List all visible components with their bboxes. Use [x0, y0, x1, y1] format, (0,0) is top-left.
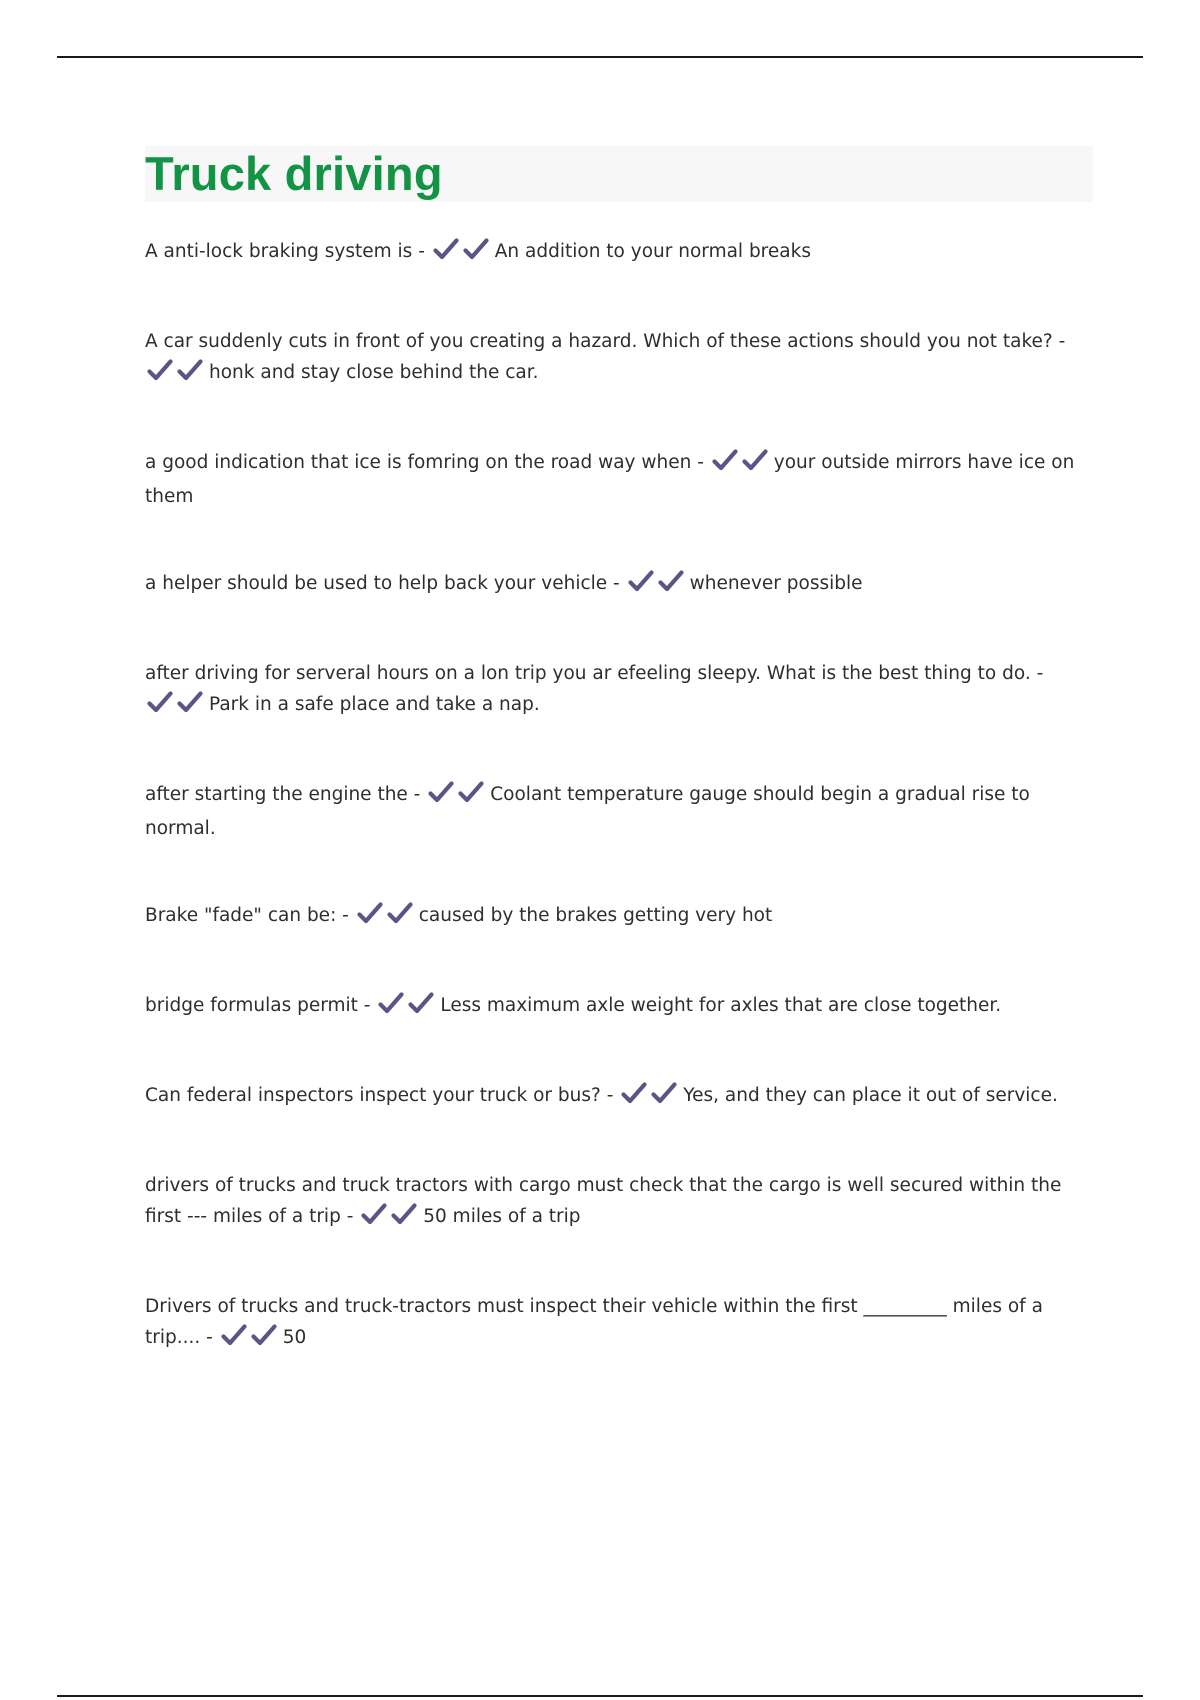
question-text: a good indication that ice is fomring on the road way when -	[145, 452, 710, 473]
double-check-mark	[621, 1082, 681, 1114]
double-check-mark	[357, 902, 417, 934]
qa-item	[145, 236, 1093, 270]
checkmark-icon	[408, 992, 434, 1014]
answer-text: 50 miles of a trip	[423, 1206, 581, 1227]
qa-item	[145, 1170, 1093, 1235]
answer-text: Yes, and they can place it out of service.	[683, 1085, 1058, 1106]
checkmark-icon	[651, 1082, 677, 1104]
checkmark-icon	[221, 1324, 247, 1346]
question-text: Drivers of trucks and truck-tractors must inspect their vehicle within the first _________ miles of a trip.... -	[145, 1296, 1043, 1348]
qa-list	[145, 236, 1093, 1356]
double-check-mark	[712, 449, 772, 481]
question-text: after starting the engine the -	[145, 784, 427, 805]
answer-text: 50	[282, 1327, 307, 1348]
double-check-mark	[433, 238, 493, 270]
qa-item	[145, 1291, 1093, 1356]
answer-text: caused by the brakes getting very hot	[418, 905, 773, 926]
qa-item	[145, 326, 1093, 391]
double-check-mark	[221, 1324, 281, 1356]
double-check-mark	[628, 570, 688, 602]
qa-item	[145, 568, 1093, 602]
double-check-mark	[361, 1203, 421, 1235]
answer-text: Less maximum axle weight for axles that are close together.	[440, 995, 1002, 1016]
checkmark-icon	[433, 238, 459, 260]
checkmark-icon	[147, 359, 173, 381]
double-check-mark	[428, 781, 488, 813]
document-body	[145, 146, 1093, 1412]
question-text: bridge formulas permit -	[145, 995, 377, 1016]
double-check-mark	[147, 359, 207, 391]
checkmark-icon	[147, 691, 173, 713]
checkmark-icon	[251, 1324, 277, 1346]
checkmark-icon	[387, 902, 413, 924]
question-text: drivers of trucks and truck tractors with cargo must check that the cargo is well secured within the first --- miles of a trip -	[145, 1175, 1062, 1227]
question-text: Can federal inspectors inspect your truck or bus? -	[145, 1085, 620, 1106]
qa-item	[145, 779, 1093, 844]
bottom-divider	[57, 1695, 1143, 1697]
answer-text: honk and stay close behind the car.	[209, 362, 539, 383]
answer-text: whenever possible	[689, 573, 863, 594]
question-text: Brake "fade" can be: -	[145, 905, 355, 926]
question-text: A car suddenly cuts in front of you creating a hazard. Which of these actions should you not take? -	[145, 331, 1066, 352]
answer-text: An addition to your normal breaks	[494, 241, 811, 262]
checkmark-icon	[463, 238, 489, 260]
qa-item	[145, 990, 1093, 1024]
checkmark-icon	[712, 449, 738, 471]
checkmark-icon	[628, 570, 654, 592]
checkmark-icon	[357, 902, 383, 924]
answer-text: your outside mirrors have ice on them	[145, 452, 1075, 507]
question-text: A anti-lock braking system is -	[145, 241, 431, 262]
checkmark-icon	[621, 1082, 647, 1104]
checkmark-icon	[177, 691, 203, 713]
answer-text: Park in a safe place and take a nap.	[209, 694, 540, 715]
checkmark-icon	[458, 781, 484, 803]
checkmark-icon	[361, 1203, 387, 1225]
answer-text: Coolant temperature gauge should begin a gradual rise to normal.	[145, 784, 1030, 839]
page-title: Truck driving	[145, 147, 443, 200]
double-check-mark	[378, 992, 438, 1024]
qa-item	[145, 447, 1093, 512]
qa-item	[145, 1080, 1093, 1114]
double-check-mark	[147, 691, 207, 723]
qa-item	[145, 900, 1093, 934]
top-divider	[57, 56, 1143, 58]
title-banner	[145, 146, 1093, 202]
checkmark-icon	[391, 1203, 417, 1225]
checkmark-icon	[742, 449, 768, 471]
checkmark-icon	[177, 359, 203, 381]
checkmark-icon	[378, 992, 404, 1014]
question-text: a helper should be used to help back your vehicle -	[145, 573, 626, 594]
qa-item	[145, 658, 1093, 723]
question-text: after driving for serveral hours on a lon trip you ar efeeling sleepy. What is the best thing to do. -	[145, 663, 1044, 684]
checkmark-icon	[428, 781, 454, 803]
checkmark-icon	[658, 570, 684, 592]
